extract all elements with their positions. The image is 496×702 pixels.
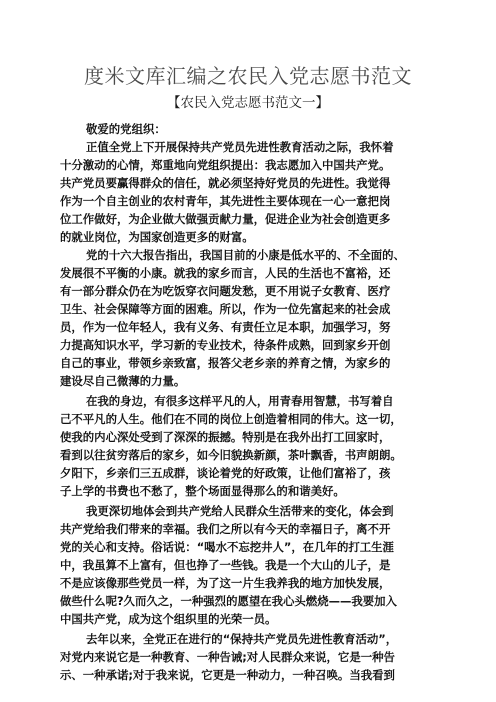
body-line: 发展很不平衡的小康。就我的家乡而言，人民的生活也不富裕，还 <box>60 266 391 280</box>
body-line: 十分激动的心情，郑重地向党组织提出：我志愿加入中国共产党。 <box>60 158 391 172</box>
body-line: 的就业岗位，为国家创造更多的财富。 <box>60 230 254 244</box>
body-line: 使我的内心深处受到了深深的振撼。特别是在我外出打工回家时， <box>60 430 391 444</box>
body-line: 做些什么呢?久而久之，一种强烈的愿望在我心头燃烧——我要加入 <box>60 594 397 608</box>
body-line: 在我的身边，有很多这样平凡的人，用青春用智慧，书写着自 <box>86 394 394 408</box>
body-line: 夕阳下，乡亲们三五成群，谈论着党的好政策，让他们富裕了，孩 <box>60 466 391 480</box>
body-line: 去年以来，全党正在进行的“保持共产党员先进性教育活动”， <box>86 632 398 646</box>
body-line: 位工作做好，为企业做大做强贡献力量，促进企业为社会创造更多 <box>60 212 391 226</box>
body-line: 自己的事业，带领乡亲致富，报答父老乡亲的养育之情，为家乡的 <box>60 356 391 370</box>
body-line: 党的十六大报告指出，我国目前的小康是低水平的、不全面的、 <box>86 248 405 262</box>
body-line: 正值全党上下开展保持共产党员先进性教育活动之际，我怀着 <box>86 140 394 154</box>
body-line: 作为一个自主创业的农村青年，其先进性主要体现在一心一意把岗 <box>60 194 391 208</box>
document-subtitle: 【农民入党志愿书范文一】 <box>167 95 329 111</box>
body-line: 敬爱的党组织： <box>86 122 166 136</box>
document-title: 度米文库汇编之农民入党志愿书范文 <box>84 64 412 88</box>
body-line: 示、一种承诺;对于我来说，它更是一种动力，一种召唤。当我看到 <box>60 668 395 682</box>
body-line: 共产党给我们带来的幸福。我们之所以有今天的幸福日子，离不开 <box>60 522 391 536</box>
body-line: 看到以往贫穷落后的家乡，如今旧貌换新颜，茶叶飘香，书声朗朗。 <box>60 448 402 462</box>
body-line: 不是应该像那些党员一样，为了这一片生我养我的地方加快发展， <box>60 576 391 590</box>
body-line: 建设尽自己微薄的力量。 <box>60 374 186 388</box>
body-line: 子上学的书费也不愁了，整个场面显得那么的和谐美好。 <box>60 484 345 498</box>
body-line: 员，作为一位年轻人，我有义务、有责任立足本职，加强学习，努 <box>60 320 391 334</box>
body-line: 共产党员要赢得群众的信任，就必须坚持好党员的先进性。我觉得 <box>60 176 391 190</box>
body-line: 己不平凡的人生。他们在不同的岗位上创造着相同的伟大。这一切， <box>60 412 402 426</box>
body-line: 我更深切地体会到共产党给人民群众生活带来的变化，体会到 <box>86 504 394 518</box>
body-line: 中，我虽算不上富有，但也挣了一些钱。我是一个大山的儿子，是 <box>60 558 391 572</box>
body-line: 卫生、社会保障等方面的困难。所以，作为一位先富起来的社会成 <box>60 302 391 316</box>
body-line: 党的关心和支持。俗话说：“喝水不忘挖井人”，在几年的打工生涯 <box>60 540 394 554</box>
body-line: 力提高知识水平，学习新的专业技术，待条件成熟，回到家乡开创 <box>60 338 391 352</box>
body-line: 中国共产党，成为这个组织里的光荣一员。 <box>60 612 277 626</box>
body-line: 有一部分群众仍在为吃饭穿衣问题发愁，更不用说子女教育、医疗 <box>60 284 391 298</box>
body-line: 对党内来说它是一种教育、一种告诫;对人民群众来说，它是一种告 <box>60 650 395 664</box>
